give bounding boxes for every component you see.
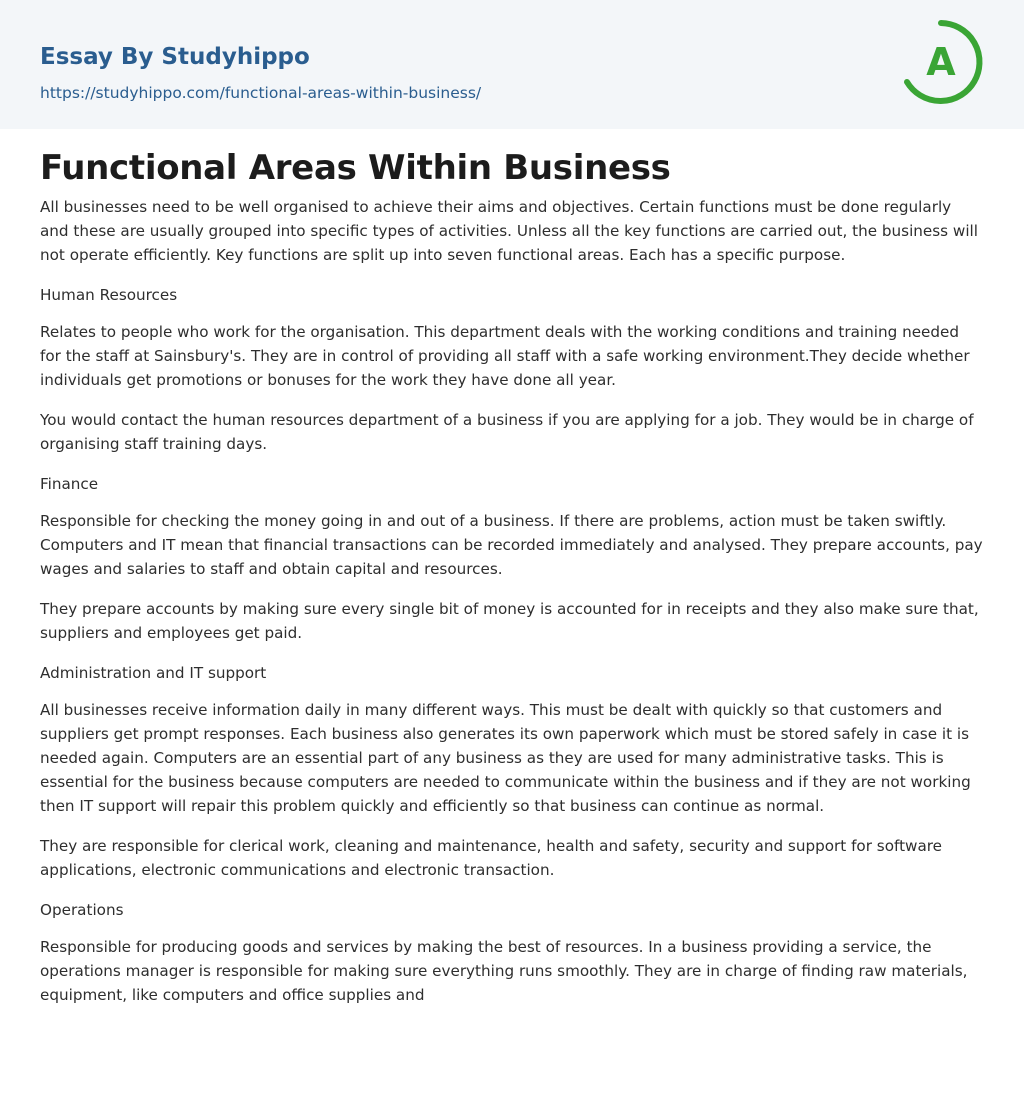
section-heading-operations: Operations — [40, 901, 124, 919]
article — [0, 129, 1024, 1007]
section-heading-administration: Administration and IT support — [40, 664, 267, 682]
paragraph: Relates to people who work for the organisation. This department deals with the working conditions and training needed for the staff at Sainsbury's. They are in control of providing all staff with a safe working environment.They decide whether individuals get promotions or bonuses for the work they have done all year. — [40, 323, 970, 389]
section-heading-finance: Finance — [40, 475, 99, 493]
paragraph: Responsible for producing goods and services by making the best of resources. In a business providing a service, the operations manager is responsible for making sure everything runs smoothly. They are in charge of finding raw materials, equipment, like computers and office supplies and — [40, 938, 968, 1004]
paragraph: They are responsible for clerical work, cleaning and maintenance, health and safety, security and support for software applications, electronic communications and electronic transaction. — [40, 837, 943, 879]
brand-title[interactable]: Essay By Studyhippo — [40, 44, 310, 70]
studyhippo-logo-icon[interactable] — [898, 19, 984, 105]
paragraph: You would contact the human resources department of a business if you are applying for a job. They would be in charge of organising staff training days. — [40, 411, 974, 453]
section-heading-human-resources: Human Resources — [40, 286, 178, 304]
paragraph: All businesses receive information daily in many different ways. This must be dealt with quickly so that customers and suppliers get prompt responses. Each business also generates its own paperwork which must be stored safely in case it is needed again. Computers are an essential part of any business as they are used for many administrative tasks. This is essential for the business because computers are needed to communicate within the business and if they are not working then IT support will repair this problem quickly and efficiently so that business can continue as normal. — [40, 701, 971, 815]
essay-url-link[interactable]: https://studyhippo.com/functional-areas-within-business/ — [40, 84, 482, 102]
page-title: Functional Areas Within Business — [40, 148, 671, 188]
logo-letter: A — [926, 40, 956, 84]
paragraph: They prepare accounts by making sure every single bit of money is accounted for in receipts and they also make sure that, suppliers and employees get paid. — [40, 600, 979, 642]
paragraph: Responsible for checking the money going in and out of a business. If there are problems, action must be taken swiftly. Computers and IT mean that financial transactions can be recorded immediately and analysed. They prepare accounts, pay wages and salaries to staff and obtain capital and resources. — [40, 512, 983, 578]
site-header — [0, 0, 1024, 129]
intro-paragraph: All businesses need to be well organised to achieve their aims and objectives. Certain functions must be done regularly and these are usually grouped into specific types of activities. Unless all the key functions are carried out, the business will not operate efficiently. Key functions are split up into seven functional areas. Each has a specific purpose. — [40, 198, 978, 264]
